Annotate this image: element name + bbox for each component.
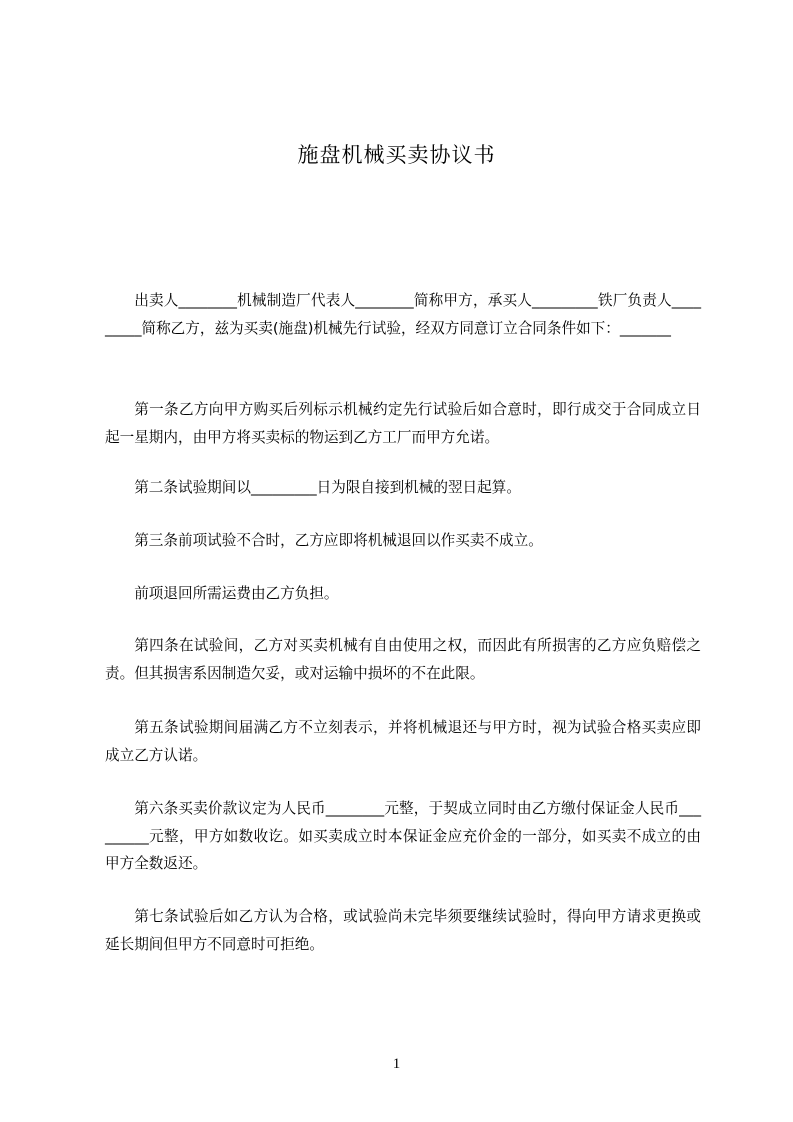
article-2-paragraph: 第二条试验期间以_________日为限自接到机械的翌日起算。 (134, 479, 521, 496)
preamble-paragraph: 出卖人________机械制造厂代表人________简称甲方，承买人_________铁厂负责人_________简称乙方，兹为买卖(施盘)机械先行试验，经双方同意订立合同条件如下：_______ (105, 292, 701, 337)
article-4-paragraph: 第四条在试验间，乙方对买卖机械有自由使用之权，而因此有所损害的乙方应负赔偿之责。但其损害系因制造欠妥，或对运输中损坏的不在此限。 (105, 637, 701, 682)
document-title: 施盘机械买卖协议书 (297, 143, 496, 167)
page-number: 1 (392, 1056, 401, 1072)
article-3-paragraph: 第三条前项试验不合时，乙方应即将机械退回以作买卖不成立。 (134, 532, 543, 549)
article-5-paragraph: 第五条试验期间届满乙方不立刻表示，并将机械退还与甲方时，视为试验合格买卖应即成立乙方认诺。 (105, 719, 701, 764)
article-1-paragraph: 第一条乙方向甲方购买后列标示机械约定先行试验后如合意时，即行成交于合同成立日起一星期内，由甲方将买卖标的物运到乙方工厂而甲方允诺。 (105, 401, 701, 446)
article-7-paragraph: 第七条试验后如乙方认为合格，或试验尚未完毕须要继续试验时，得向甲方请求更换或延长期间但甲方不同意时可拒绝。 (105, 908, 701, 953)
article-6-paragraph: 第六条买卖价款议定为人民币________元整，于契成立同时由乙方缴付保证金人民币_________元整，甲方如数收讫。如买卖成立时本保证金应充价金的一部分，如买卖不成立的由甲方全数返还。 (105, 800, 701, 872)
article-3-note-paragraph: 前项退回所需运费由乙方负担。 (134, 585, 339, 602)
